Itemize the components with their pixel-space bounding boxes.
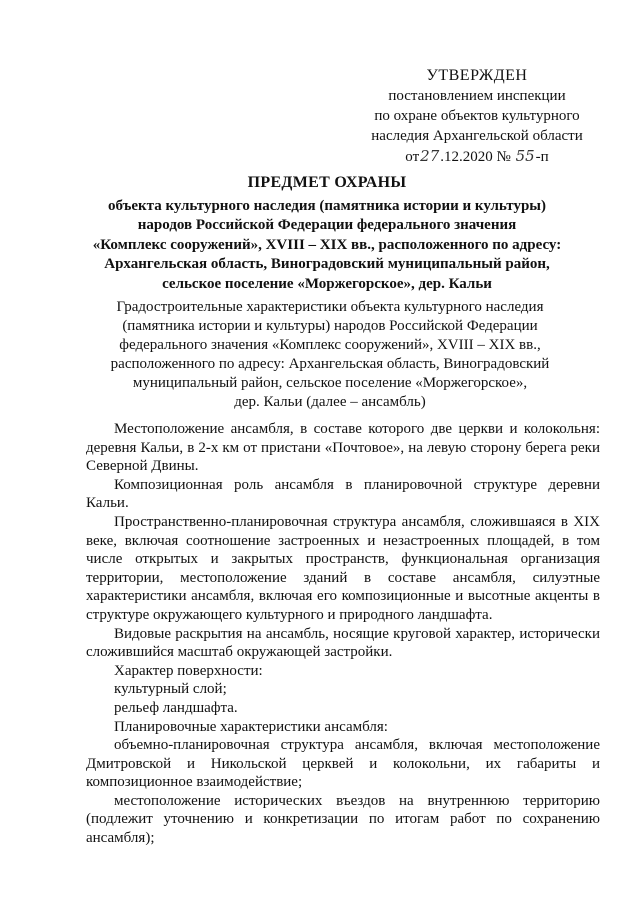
- list-item-entrances: местоположение исторических въездов на внутреннюю территорию (подлежит уточнению и конкретизации по итогам работ по сохранению ансамбля);: [86, 792, 600, 847]
- title-line-3: «Комплекс сооружений», XVIII – XIX вв., расположенного по адресу:: [92, 236, 562, 253]
- paragraph-surface-heading: Характер поверхности:: [114, 662, 263, 679]
- handwritten-number: 55: [515, 147, 535, 165]
- title-line-4: Архангельская область, Виноградовский муниципальный район,: [104, 256, 550, 272]
- paragraph-views: Видовые раскрытия на ансамбль, носящие круговой характер, исторически сложившийся масштаб окружающей застройки.: [86, 625, 600, 661]
- approved-heading: УТВЕРЖДЕН: [426, 67, 528, 84]
- section-line-6: дер. Кальи (далее – ансамбль): [234, 394, 426, 410]
- title-line-2: народов Российской Федерации федерального значения: [137, 217, 517, 233]
- date-rest: .12.2020 №: [440, 149, 511, 165]
- section-line-5: муниципальный район, сельское поселение «Моржегорское»,: [132, 375, 528, 391]
- section-line-4: расположенного по адресу: Архангельская область, Виноградовский: [110, 356, 550, 372]
- paragraph-planning-heading: Планировочные характеристики ансамбля:: [114, 718, 388, 735]
- approval-stamp-block: [362, 66, 592, 167]
- approval-line-2: по охране объектов культурного: [374, 108, 580, 124]
- list-item-volume-structure: объемно-планировочная структура ансамбля, включая местоположение Дмитровской и Никольской церквей и колокольни, их габариты и композиционное взаимодействие;: [86, 737, 600, 791]
- approval-date-line: [362, 146, 592, 167]
- section-line-1: Градостроительные характеристики объекта культурного наследия: [116, 299, 544, 315]
- section-line-3: федерального значения «Комплекс сооружений», XVIII – XIX вв.,: [119, 337, 541, 353]
- paragraph-location: Местоположение ансамбля, в составе которого две церкви и колокольня: деревня Кальи, в 2-х км от пристани «Почтовое», на левую сторону берега реки Северной Двины.: [86, 421, 600, 475]
- date-prefix: от: [405, 149, 420, 165]
- list-item-cultural-layer: культурный слой;: [114, 681, 227, 698]
- section-heading: [100, 298, 560, 412]
- paragraph-compositional-role: Композиционная роль ансамбля в планировочной структуре деревни Кальи.: [86, 476, 600, 512]
- list-item-relief: рельеф ландшафта.: [114, 699, 238, 716]
- title-line-1: объекта культурного наследия (памятника истории и культуры): [107, 197, 546, 214]
- document-title: ПРЕДМЕТ ОХРАНЫ: [247, 174, 407, 191]
- document-title-block: [70, 173, 584, 294]
- approval-line-1: постановлением инспекции: [388, 88, 566, 104]
- paragraph-spatial-structure: Пространственно-планировочная структура ансамбля, сложившаяся в XIX веке, включая соотношение застроенных и незастроенных площадей, в том числе открытых и закрытых пространств, функциональная организация территории, местоположение зданий в составе ансамбля, силуэтные характеристики ансамбля, включая его композиционные и высотные акценты в структуре окружающего культурного и природного ландшафта.: [86, 513, 600, 623]
- handwritten-day: 27: [420, 147, 440, 165]
- body-text: [86, 420, 600, 848]
- title-line-5: сельское поселение «Моржегорское», дер. Кальи: [162, 275, 492, 292]
- approval-line-3: наследия Архангельской области: [371, 128, 583, 144]
- number-suffix: -п: [535, 149, 549, 165]
- section-line-2: (памятника истории и культуры) народов Российской Федерации: [122, 318, 538, 334]
